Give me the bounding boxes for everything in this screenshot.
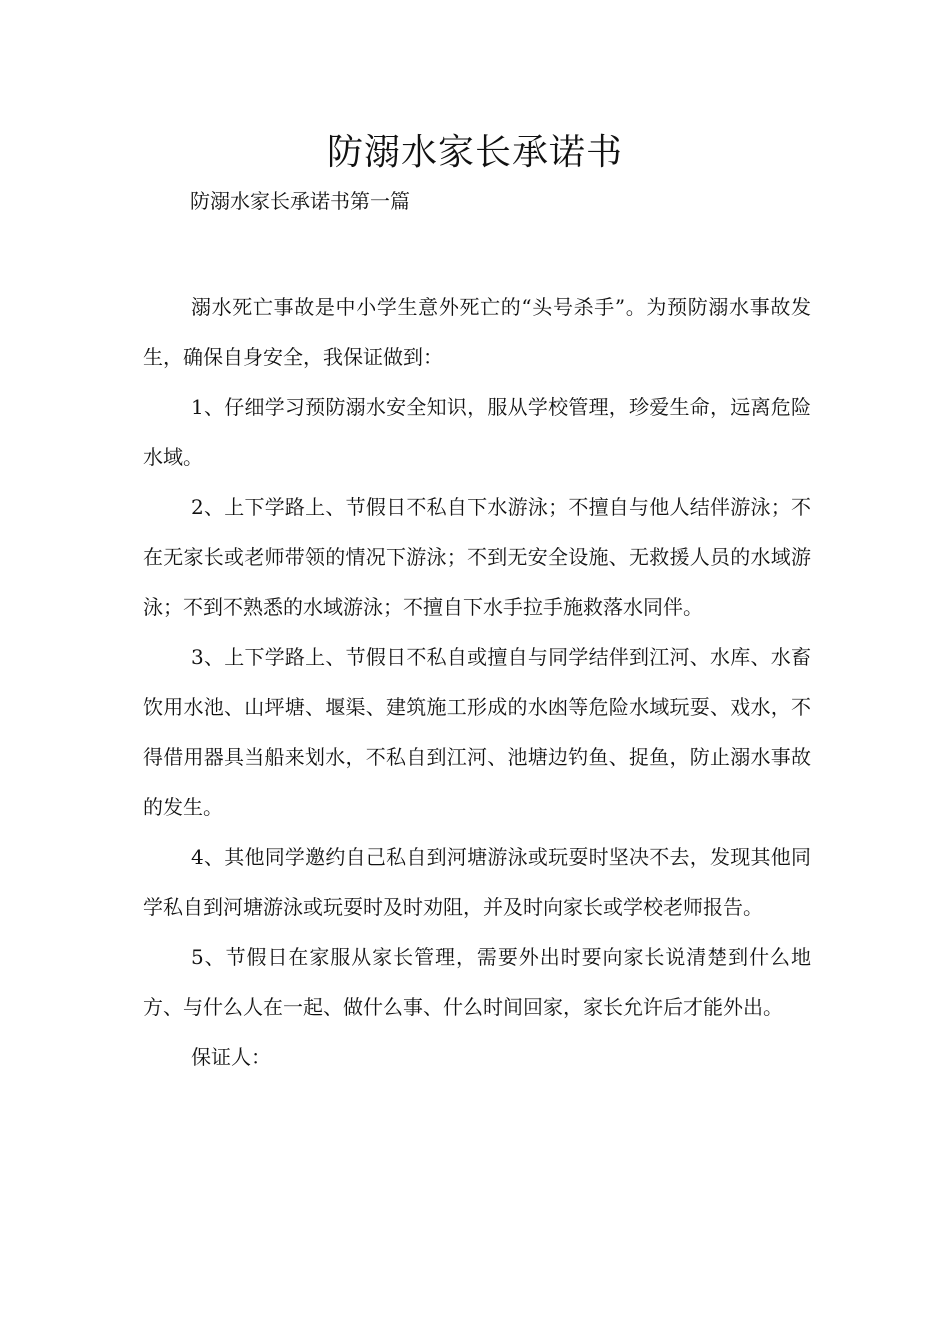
pledge-item-4: 4、其他同学邀约自己私自到河塘游泳或玩耍时坚决不去，发现其他同学私自到河塘游泳或玩耍时及时劝阻，并及时向家长或学校老师报告。 <box>143 845 811 919</box>
intro-paragraph: 溺水死亡事故是中小学生意外死亡的“头号杀手”。为预防溺水事故发生，确保自身安全，我保证做到： <box>143 295 811 369</box>
document-subtitle: 防溺水家长承诺书第一篇 <box>190 189 410 213</box>
document-title: 防溺水家长承诺书 <box>326 132 623 173</box>
pledge-item-2: 2、上下学路上、节假日不私自下水游泳；不擅自与他人结伴游泳；不在无家长或老师带领的情况下游泳；不到无安全设施、无救援人员的水域游泳；不到不熟悉的水域游泳；不擅自下水手拉手施救落水同伴。 <box>143 495 811 619</box>
pledge-item-3: 3、上下学路上、节假日不私自或擅自与同学结伴到江河、水库、水畜饮用水池、山坪塘、堰渠、建筑施工形成的水凼等危险水域玩耍、戏水，不得借用器具当船来划水，不私自到江河、池塘边钓鱼、捉鱼，防止溺水事故的发生。 <box>143 645 811 819</box>
document-body <box>143 282 811 1082</box>
pledge-item-5: 5、节假日在家服从家长管理，需要外出时要向家长说清楚到什么地方、与什么人在一起、做什么事、什么时间回家，家长允许后才能外出。 <box>143 945 811 1019</box>
pledge-item-1: 1、仔细学习预防溺水安全知识，服从学校管理，珍爱生命，远离危险水域。 <box>143 395 811 469</box>
guarantor-label: 保证人： <box>191 1045 271 1069</box>
